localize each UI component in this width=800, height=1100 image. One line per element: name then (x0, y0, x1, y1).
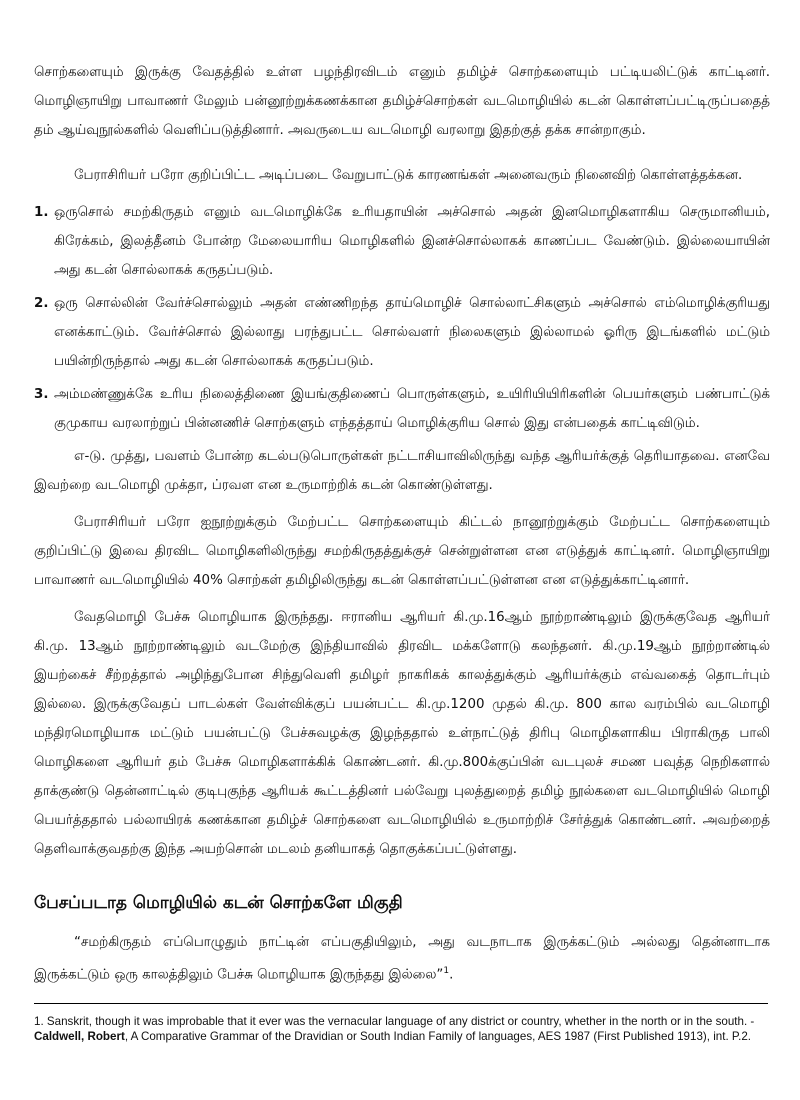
footnote-text-2: , A Comparative Grammar of the Dravidian or South Indian Family of languages, AES 1987 (First Published 1913), int. P.2. (124, 1030, 752, 1044)
footnote-author: Caldwell, Robert (34, 1030, 125, 1044)
section-heading: பேசப்படாத மொழியில் கடன் சொற்களே மிகுதி (34, 893, 403, 913)
paragraph-example: எ-டு. முத்து, பவளம் போன்ற கடல்படுபொருள்கள் நட்டாசியாவிலிருந்து வந்த ஆரியர்க்குத் தெரியாதவை. எனவே இவற்றை வடமொழி முக்தா, ப்ரவள என உருமாற்றிக் கடன் கொண்டுள்ளது. (34, 449, 770, 493)
list-number: 2. (34, 296, 49, 311)
paragraph-1: சொற்களையும் இருக்கு வேதத்தில் உள்ள பழந்திரவிடம் எனும் தமிழ்ச் சொற்களையும் பட்டியலிட்டுக் காட்டினர். மொழிஞாயிறு பாவாணர் மேலும் பன்னூற்றுக்கணக்கான தமிழ்ச்சொற்கள் வடமொழியில் கடன் கொள்ளப்பட்டிருப்பதைத் தம் ஆய்வுநூல்களில் வெளிப்படுத்தினார். அவருடைய வடமொழி வரலாறு இதற்குத் தக்க சான்றாகும். (34, 65, 770, 138)
list-number: 3. (34, 387, 49, 402)
list-text: ஒருசொல் சமற்கிருதம் எனும் வடமொழிக்கே உரியதாயின் அச்சொல் அதன் இனமொழிகளாகிய செருமானியம், கிரேக்கம், இலத்தீனம் போன்ற மேலையாரிய மொழிகளில் இனச்சொல்லாகக் காணப்பட வேண்டும். இல்லையாயின் அது கடன் சொல்லாகக் கருதப்படும். (54, 205, 770, 278)
list-number: 1. (34, 205, 49, 220)
quote-paragraph (34, 928, 770, 989)
footnote (34, 1014, 770, 1044)
footnote-text-1: 1. Sanskrit, though it was improbable that it ever was the vernacular language of any district or country, whether in the north or in the south. - (34, 1015, 755, 1029)
quote-end: . (449, 967, 454, 983)
paragraph-2: பேராசிரியர் பரோ குறிப்பிட்ட அடிப்படை வேறுபாட்டுக் காரணங்கள் அனைவரும் நினைவிற் கொள்ளத்தக்கன. (74, 168, 743, 183)
footnote-divider (34, 1003, 768, 1004)
paragraph-4: பேராசிரியர் பரோ ஐநூற்றுக்கும் மேற்பட்ட சொற்களையும் கிட்டல் நானூற்றுக்கும் மேற்பட்ட சொற்களையும் குறிப்பிட்டு இவை திரவிட மொழிகளிலிருந்து சமற்கிருதத்துக்குச் சென்றுள்ளன என எடுத்துக் காட்டினர். மொழிஞாயிறு பாவாணர் வடமொழியில் 40% சொற்கள் தமிழிலிருந்து கடன் கொள்ளப்பட்டுள்ளன என எடுத்துக்காட்டினார். (34, 515, 770, 588)
list-item-2 (34, 289, 770, 376)
paragraph-5: வேதமொழி பேச்சு மொழியாக இருந்தது. ஈரானிய ஆரியர் கி.மு.16ஆம் நூற்றாண்டிலும் இருக்குவேத ஆரியர் கி.மு. 13ஆம் நூற்றாண்டிலும் வடமேற்கு இந்தியாவில் திரவிட மக்களோடு கலந்தனர். கி.மு.19ஆம் நூற்றாண்டில் இயற்கைச் சீற்றத்தால் அழிந்துபோன சிந்துவெளி தமிழர் நாகரிகக் காலத்துக்கும் ஆரியர்க்கும் எவ்வகைத் தொடர்பும் இல்லை. இருக்குவேதப் பாடல்கள் வேள்விக்குப் பயன்பட்ட கி.மு.1200 முதல் கி.மு. 800 கால வரம்பில் வடமொழி மந்திரமொழியாக மட்டும் பயன்பட்டு பேச்சுவழக்கு இழந்ததால் உள்நாட்டுத் திரிபு மொழிகளாகிய பிராகிருத பாலி மொழிகளை ஆரியர் தம் பேச்சு மொழிகளாக்கிக் கொண்டனர். கி.மு.800க்குப்பின் வடபுலச் சமண பவுத்த நெறிகளால் தாக்குண்டு தென்னாட்டில் குடிபுகுந்த ஆரியக் கூட்டத்தினர் பல்வேறு புலத்துறைத் தமிழ் நூல்களை வடமொழியில் மொழி பெயர்த்ததால் பல்லாயிரக் கணக்கான தமிழ்ச் சொற்களை வடமொழியில் உருமாற்றிச் சேர்த்துக் கொண்டனர். அவற்றைத் தெளிவாக்குவதற்கு இந்த அயற்சொன் மடலம் தனியாகத் தொகுக்கப்பட்டுள்ளது. (34, 610, 770, 857)
quote-text: “சமற்கிருதம் எப்பொழுதும் நாட்டின் எப்பகுதியிலும், அது வடநாடாக இருக்கட்டும் அல்லது தென்னாடாக இருக்கட்டும் ஒரு காலத்திலும் பேச்சு மொழியாக இருந்தது இல்லை” (34, 935, 770, 983)
list-item-1 (34, 198, 770, 285)
list-text: அம்மண்ணுக்கே உரிய நிலைத்திணை இயங்குதிணைப் பொருள்களும், உயிரியியிரிகளின் பெயர்களும் பண்பாட்டுக் குமுகாய வரலாற்றுப் பின்னணிச் சொற்களும் எந்தத்தாய் மொழிக்குரிய சொல் இது என்பதைக் காட்டிவிடும். (54, 387, 770, 431)
list-item-3 (34, 380, 770, 438)
footnote-marker: 1 (443, 966, 450, 976)
list-text: ஒரு சொல்லின் வேர்ச்சொல்லும் அதன் எண்ணிறந்த தாய்மொழிச் சொல்லாட்சிகளும் அச்சொல் எம்மொழிக்குரியது எனக்காட்டும். வேர்ச்சொல் இல்லாது பரந்துபட்ட சொல்வளர் நிலைகளும் இல்லாமல் ஓரிரு இடங்களில் மட்டும் பயின்றிருந்தால் அது கடன் சொல்லாகக் கருதப்படும். (54, 296, 770, 369)
